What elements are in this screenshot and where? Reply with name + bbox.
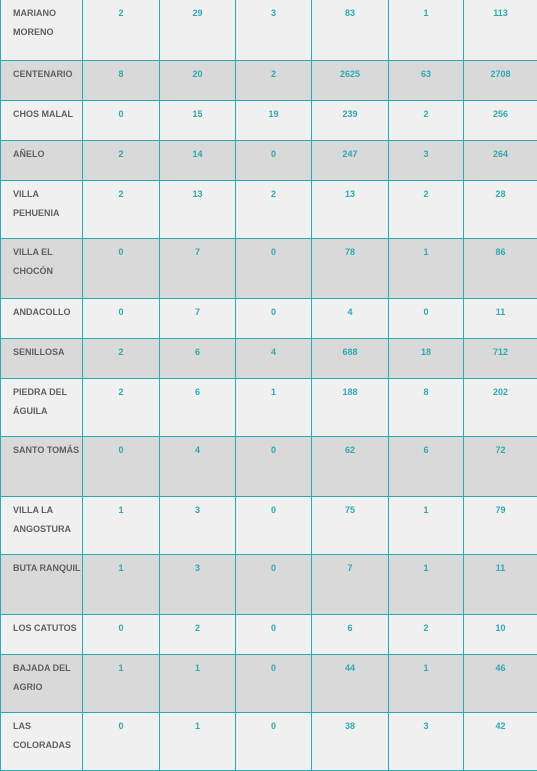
value-cell: 14 — [160, 140, 236, 180]
value-cell: 0 — [83, 298, 160, 338]
value-cell: 1 — [389, 654, 464, 712]
table-row — [1, 180, 537, 238]
value-cell: 0 — [236, 298, 312, 338]
value-cell: 264 — [464, 140, 537, 180]
value-cell: 202 — [464, 378, 537, 436]
value-cell: 0 — [83, 712, 160, 770]
value-cell: 7 — [160, 238, 236, 298]
table-row — [1, 100, 537, 140]
value-cell: 1 — [389, 0, 464, 60]
table-row — [1, 140, 537, 180]
value-cell: 10 — [464, 614, 537, 654]
value-cell: 2 — [389, 614, 464, 654]
value-cell: 0 — [83, 614, 160, 654]
value-cell: 86 — [464, 238, 537, 298]
value-cell: 6 — [389, 436, 464, 496]
value-cell: 113 — [464, 0, 537, 60]
table-row — [1, 554, 537, 614]
value-cell: 247 — [312, 140, 389, 180]
table-body — [1, 0, 537, 770]
locality-name-cell: VILLA EL CHOCÓN — [1, 238, 83, 298]
value-cell: 3 — [236, 0, 312, 60]
table-row — [1, 60, 537, 100]
value-cell: 6 — [160, 378, 236, 436]
value-cell: 0 — [236, 654, 312, 712]
value-cell: 2 — [83, 180, 160, 238]
value-cell: 256 — [464, 100, 537, 140]
value-cell: 38 — [312, 712, 389, 770]
locality-name-cell: LAS COLORADAS — [1, 712, 83, 770]
value-cell: 7 — [160, 298, 236, 338]
value-cell: 2 — [160, 614, 236, 654]
locality-name-cell: AÑELO — [1, 140, 83, 180]
table-row — [1, 378, 537, 436]
value-cell: 1 — [389, 554, 464, 614]
table-row — [1, 338, 537, 378]
table-row — [1, 298, 537, 338]
value-cell: 72 — [464, 436, 537, 496]
value-cell: 7 — [312, 554, 389, 614]
value-cell: 188 — [312, 378, 389, 436]
value-cell: 2625 — [312, 60, 389, 100]
value-cell: 63 — [389, 60, 464, 100]
value-cell: 239 — [312, 100, 389, 140]
value-cell: 13 — [312, 180, 389, 238]
locality-name-cell: VILLA LA ANGOSTURA — [1, 496, 83, 554]
locality-name-cell: VILLA PEHUENIA — [1, 180, 83, 238]
value-cell: 1 — [83, 654, 160, 712]
value-cell: 1 — [236, 378, 312, 436]
value-cell: 4 — [160, 436, 236, 496]
table-row — [1, 614, 537, 654]
value-cell: 2 — [236, 60, 312, 100]
value-cell: 62 — [312, 436, 389, 496]
value-cell: 11 — [464, 298, 537, 338]
value-cell: 1 — [160, 654, 236, 712]
value-cell: 2 — [83, 338, 160, 378]
value-cell: 0 — [389, 298, 464, 338]
value-cell: 1 — [83, 554, 160, 614]
value-cell: 2 — [236, 180, 312, 238]
value-cell: 44 — [312, 654, 389, 712]
value-cell: 2 — [83, 378, 160, 436]
table-row — [1, 712, 537, 770]
locality-name-cell: BAJADA DEL AGRIO — [1, 654, 83, 712]
value-cell: 46 — [464, 654, 537, 712]
locality-name-cell: PIEDRA DEL ÁGUILA — [1, 378, 83, 436]
table-row — [1, 0, 537, 60]
value-cell: 0 — [236, 436, 312, 496]
value-cell: 2 — [83, 0, 160, 60]
locality-name-cell: LOS CATUTOS — [1, 614, 83, 654]
value-cell: 2 — [83, 140, 160, 180]
table-row — [1, 238, 537, 298]
value-cell: 28 — [464, 180, 537, 238]
value-cell: 8 — [389, 378, 464, 436]
value-cell: 712 — [464, 338, 537, 378]
value-cell: 0 — [236, 712, 312, 770]
value-cell: 42 — [464, 712, 537, 770]
value-cell: 2 — [389, 100, 464, 140]
value-cell: 0 — [83, 238, 160, 298]
value-cell: 11 — [464, 554, 537, 614]
value-cell: 0 — [236, 496, 312, 554]
value-cell: 83 — [312, 0, 389, 60]
locality-name-cell: SANTO TOMÁS — [1, 436, 83, 496]
value-cell: 2708 — [464, 60, 537, 100]
locality-name-cell: ANDACOLLO — [1, 298, 83, 338]
value-cell: 0 — [83, 100, 160, 140]
value-cell: 0 — [236, 238, 312, 298]
value-cell: 0 — [236, 554, 312, 614]
value-cell: 6 — [312, 614, 389, 654]
value-cell: 1 — [389, 496, 464, 554]
value-cell: 29 — [160, 0, 236, 60]
value-cell: 1 — [160, 712, 236, 770]
value-cell: 8 — [83, 60, 160, 100]
value-cell: 78 — [312, 238, 389, 298]
value-cell: 1 — [389, 238, 464, 298]
value-cell: 4 — [236, 338, 312, 378]
value-cell: 3 — [160, 554, 236, 614]
locality-name-cell: BUTA RANQUIL — [1, 554, 83, 614]
value-cell: 19 — [236, 100, 312, 140]
locality-name-cell: CHOS MALAL — [1, 100, 83, 140]
value-cell: 3 — [389, 712, 464, 770]
table-row — [1, 654, 537, 712]
value-cell: 0 — [83, 436, 160, 496]
value-cell: 0 — [236, 140, 312, 180]
table-row — [1, 436, 537, 496]
locality-name-cell: CENTENARIO — [1, 60, 83, 100]
value-cell: 6 — [160, 338, 236, 378]
table-row — [1, 496, 537, 554]
value-cell: 4 — [312, 298, 389, 338]
value-cell: 3 — [160, 496, 236, 554]
value-cell: 688 — [312, 338, 389, 378]
value-cell: 1 — [83, 496, 160, 554]
value-cell: 75 — [312, 496, 389, 554]
value-cell: 15 — [160, 100, 236, 140]
value-cell: 18 — [389, 338, 464, 378]
value-cell: 2 — [389, 180, 464, 238]
value-cell: 3 — [389, 140, 464, 180]
locality-name-cell: SENILLOSA — [1, 338, 83, 378]
value-cell: 0 — [236, 614, 312, 654]
value-cell: 13 — [160, 180, 236, 238]
locality-name-cell: MARIANO MORENO — [1, 0, 83, 60]
value-cell: 20 — [160, 60, 236, 100]
value-cell: 79 — [464, 496, 537, 554]
